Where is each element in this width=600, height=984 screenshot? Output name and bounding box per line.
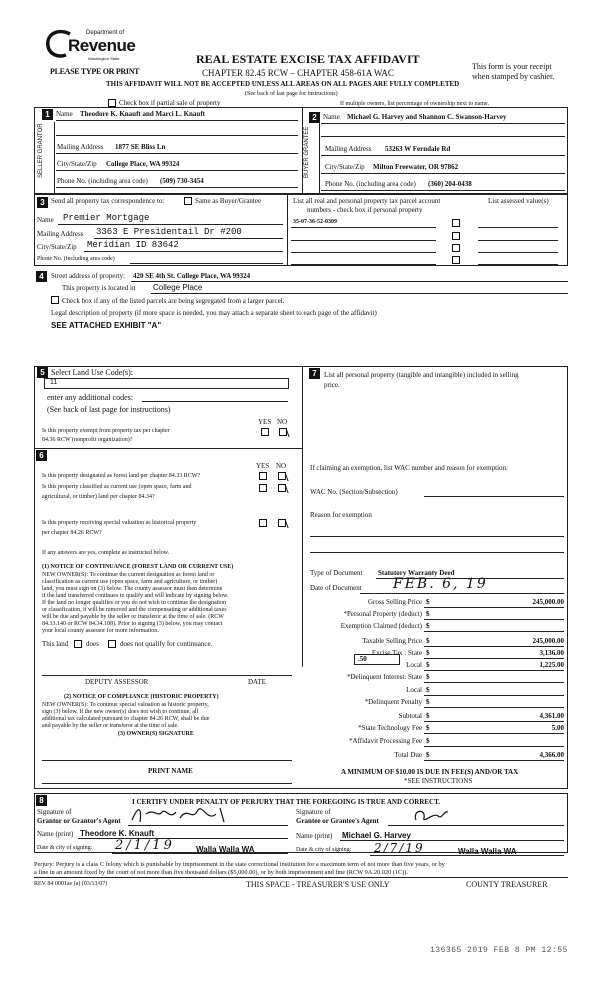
tax-row-currency: $	[426, 622, 430, 630]
notice-1-line: or classification, it will be removed and the compensating or additional taxes	[42, 607, 227, 613]
tax-row-label: Local	[406, 661, 422, 669]
land-does-checkbox[interactable]	[74, 640, 82, 648]
assessed-header: List assessed value(s)	[488, 197, 549, 205]
historic-q1: Is this property receiving special valuation as historical property	[42, 520, 197, 526]
tax-row-line	[424, 631, 564, 632]
tax-row-line	[424, 760, 564, 761]
minimum-note: A MINIMUM OF $10.00 IS DUE IN FEE(S) AND/OR TAX	[341, 768, 519, 776]
grantor-date[interactable]: 2/1/19	[115, 838, 175, 853]
grantor-city[interactable]: Walla Walla WA	[196, 845, 255, 854]
perjury-2: a fine in an amount fixed by the court of not more than five thousand dollars ($5,000.00), or by both imprisonment and fine (RCW 9A.20.020 (1C)).	[34, 869, 408, 876]
segregated-checkbox[interactable]	[51, 296, 59, 304]
exempt-no-checkbox[interactable]	[279, 428, 287, 436]
doctype[interactable]: Statutory Warranty Deed	[378, 569, 455, 577]
land-does-not-checkbox[interactable]	[108, 640, 116, 648]
perjury-1: Perjury: Perjury is a class C felony which is punishable by imprisonment in the state correctional institution for a maximum term of not more than five years, or by	[34, 861, 445, 868]
grantee-date[interactable]: 2/7/19	[374, 841, 425, 855]
tax-row-line	[424, 695, 564, 696]
notice-1-line: land, you must sign on (3) below. The county assessor must then determine	[42, 586, 223, 592]
tax-row-label: *State Technology Fee	[358, 724, 422, 732]
parcel-number[interactable]: 35-07-36-52-0309	[293, 219, 337, 225]
tax-row-value[interactable]: 1,225.00	[539, 661, 564, 669]
this-land-label: This land	[42, 640, 69, 648]
tax-row-currency: $	[426, 649, 430, 657]
location[interactable]: College Place	[153, 283, 203, 292]
tax-row-currency: $	[426, 637, 430, 645]
notice-1-line: your local county assessor for more information.	[42, 628, 159, 634]
buyer-mail-label: Mailing Address	[325, 145, 372, 153]
seller-phone[interactable]: (509) 730-3454	[160, 177, 204, 185]
tax-row-label: Gross Selling Price	[367, 598, 422, 606]
partial-sale-label: Check box if partial sale of property	[119, 99, 221, 107]
grantee-sig-label-2: Grantee or Grantee's Agent	[296, 817, 379, 825]
local-rate: .50	[358, 655, 367, 663]
grantee-signature[interactable]	[410, 806, 450, 826]
seller-city[interactable]: College Place, WA 99324	[106, 160, 180, 168]
seller-label: SELLER GRANTOR	[38, 123, 44, 178]
street-label: Street address of property:	[51, 272, 126, 280]
parcel-1-checkbox[interactable]	[452, 219, 460, 227]
section-6-badge: 6	[36, 450, 47, 461]
tax-row-label: *Personal Property (deduct)	[343, 610, 422, 618]
same-as-buyer-label: Same as Buyer/Grantee	[195, 197, 262, 205]
county-treasurer: COUNTY TREASURER	[466, 880, 548, 889]
tax-row-currency: $	[426, 661, 430, 669]
tax-row-currency: $	[426, 598, 430, 606]
current-use-q2: agricultural, or timber) land per chapter 84.34?	[42, 494, 155, 500]
tax-row-label: Total Due	[394, 751, 422, 759]
tax-row-currency: $	[426, 610, 430, 618]
seller-name[interactable]: Theodore K. Knauft and Marci L. Knauft	[80, 110, 205, 118]
tax-row-currency: $	[426, 673, 430, 681]
tax-row-label: *Affidavit Processing Fee	[349, 737, 422, 745]
grantee-name-label: Name (print)	[296, 832, 333, 840]
notice-3-title: (3) OWNER(S) SIGNATURE	[118, 731, 194, 737]
tax-row-label: *Delinquent Interest: State	[346, 673, 422, 681]
s3-mail-label: Mailing Address	[37, 230, 84, 238]
section-3-badge: 3	[37, 197, 48, 208]
notice-1-title: (1) NOTICE OF CONTINUANCE (FOREST LAND OR CURRENT USE)	[42, 564, 234, 570]
tax-row-value[interactable]: 245,000.00	[532, 598, 564, 606]
answer-note: If any answers are yes, complete as instructed below.	[42, 550, 170, 556]
tax-row-label: Subtotal	[398, 712, 422, 720]
wac-label: WAC No. (Section/Subsection)	[310, 488, 398, 496]
tax-row-label: Local	[406, 686, 422, 694]
legal-label: Legal description of property (if more space is needed, you may attach a separate sheet to each page of the affidavit)	[51, 309, 377, 317]
grantor-sig-label-2: Grantor or Grantor's Agent	[37, 817, 121, 825]
parcel-4-checkbox[interactable]	[452, 256, 460, 264]
buyer-phone-label: Phone No. (including area code)	[325, 180, 416, 188]
exempt-q2: 84.36 RCW (nonprofit organization)?	[42, 437, 133, 443]
notice-2-line: NEW OWNER(S): To continue special valuation as historic property,	[42, 702, 209, 708]
s3-city-label: City/State/Zip	[37, 243, 77, 251]
tax-row-line	[424, 746, 564, 747]
buyer-label: BUYER GRANTEE	[304, 126, 310, 178]
parcel-header-1: List all real and personal property tax parcel account	[293, 197, 441, 205]
tax-row-line	[424, 646, 564, 647]
historic-yes-checkbox[interactable]	[259, 519, 267, 527]
tax-row-line	[424, 670, 564, 671]
tax-row-value[interactable]: 4,366.00	[539, 751, 564, 759]
form-revision: REV 84 0001ae (a) (03/13/07)	[34, 881, 108, 887]
personal-property-2: price.	[324, 381, 340, 389]
grantee-name[interactable]: Michael G. Harvey	[342, 831, 411, 840]
certify: I CERTIFY UNDER PENALTY OF PERJURY THAT THE FOREGOING IS TRUE AND CORRECT.	[132, 798, 441, 806]
notice-1-line: If the land no longer qualifies or you do not wish to continue the designation	[42, 600, 226, 606]
seller-name-label: Name	[56, 110, 73, 118]
send-label: Send all property tax correspondence to:	[51, 197, 165, 205]
receipt-1: This form is your receipt	[472, 62, 552, 71]
historic-q2: per chapter 84.26 RCW?	[42, 530, 102, 536]
logo-state: Washington State	[88, 56, 120, 61]
notice-2-title: (2) NOTICE OF COMPLIANCE (HISTORIC PROPERTY)	[64, 694, 219, 700]
section-2-badge: 2	[309, 112, 320, 123]
exempt-yes-checkbox[interactable]	[261, 428, 269, 436]
print-name: PRINT NAME	[148, 767, 193, 775]
parcel-header-2: numbers - check box if personal property	[307, 206, 423, 214]
tax-row-currency: $	[426, 751, 430, 759]
forest-yes-checkbox[interactable]	[259, 472, 267, 480]
forest-no-checkbox[interactable]	[278, 472, 286, 480]
partial-sale-checkbox[interactable]	[108, 99, 116, 107]
current-use-no-checkbox[interactable]	[278, 484, 286, 492]
please-type: PLEASE TYPE OR PRINT	[50, 67, 140, 76]
s5-no: NO	[277, 418, 288, 426]
personal-property-1: List all personal property (tangible and intangible) included in selling	[324, 371, 519, 379]
parcel-2-checkbox[interactable]	[452, 232, 460, 240]
exhibit[interactable]: SEE ATTACHED EXHIBIT "A"	[51, 321, 162, 330]
s6-no: NO	[276, 462, 287, 470]
s5-yes: YES	[258, 418, 272, 426]
tax-row-line	[424, 607, 564, 608]
multiple-owners: If multiple owners, list percentage of ownership next to name.	[340, 101, 490, 107]
grantor-name[interactable]: Theodore K. Knauft	[80, 829, 155, 838]
section-1-badge: 1	[42, 109, 53, 120]
grantee-city[interactable]: Walla Walla WA	[458, 847, 517, 856]
tax-row-label: Exemption Claimed (deduct)	[340, 622, 422, 630]
current-use-q1: Is this property classified as current use (open space, farm and	[42, 484, 192, 490]
land-use-code: 11	[50, 379, 58, 386]
tax-row-value[interactable]: 5.00	[551, 724, 564, 732]
tax-row-line	[424, 733, 564, 734]
tax-row-value[interactable]: 4,361.00	[539, 712, 564, 720]
s3-city[interactable]: Meridian ID 83642	[87, 240, 179, 250]
does-not-label: does not qualify for continuance.	[120, 640, 213, 648]
tax-row-currency: $	[426, 737, 430, 745]
tax-row-label: Taxable Selling Price	[362, 637, 422, 645]
buyer-city[interactable]: Milton Freewater, OR 97862	[373, 163, 459, 171]
does-label: does	[86, 640, 99, 648]
notice-2-line: and payable by the seller or transferor at the time of sale.	[42, 723, 179, 729]
doctype-label: Type of Document	[310, 569, 363, 577]
notice-1-line: NEW OWNER(S): To continue the current designation as forest land or	[42, 572, 215, 578]
tax-row-line	[424, 619, 564, 620]
buyer-city-label: City/State/Zip	[325, 163, 365, 171]
logo-dept: Department of	[86, 30, 125, 36]
seller-mail-label: Mailing Address	[57, 143, 104, 151]
grantor-date-label: Date & city of signing:	[37, 845, 93, 851]
notice-1-line: will be due and payable by the seller or transferor at the time of sale. (RCW	[42, 614, 224, 620]
docdate-label: Date of Document	[310, 584, 362, 592]
tax-row-value[interactable]: 3,136.00	[539, 649, 564, 657]
reason-label: Reason for exemption	[310, 511, 372, 519]
grantor-signature[interactable]	[128, 804, 238, 826]
current-use-yes-checkbox[interactable]	[259, 484, 267, 492]
same-as-buyer-checkbox[interactable]	[184, 197, 192, 205]
deputy-date: DATE	[248, 678, 266, 686]
notice-2-line: additional tax calculated pursuant to chapter 84.26 RCW, shall be due	[42, 716, 210, 722]
land-use-input[interactable]	[44, 378, 289, 389]
tax-row-line	[424, 658, 564, 659]
s3-mail[interactable]: 3363 E Presidentail Dr #200	[96, 227, 242, 237]
seller-phone-label: Phone No. (including area code)	[57, 177, 148, 185]
see-instructions: *SEE INSTRUCTIONS	[404, 777, 473, 785]
tax-row-currency: $	[426, 712, 430, 720]
section-7-badge: 7	[309, 368, 320, 379]
buyer-name[interactable]: Michael G. Harvey and Shannon C. Swanson-Harvey	[347, 113, 507, 121]
section-4-badge: 4	[36, 271, 47, 282]
docdate[interactable]: FEB. 6, 19	[393, 576, 488, 592]
see-back-5: (See back of last page for instructions)	[47, 405, 171, 414]
location-label: This property is located in	[62, 284, 136, 292]
logo-name: Revenue	[68, 36, 136, 55]
form-title: REAL ESTATE EXCISE TAX AFFIDAVIT	[196, 52, 420, 66]
grantor-sig-label-1: Signature of	[37, 808, 72, 816]
street-address[interactable]: 420 SE 4th St. College Place, WA 99324	[133, 272, 251, 280]
additional-codes-label: enter any additional codes:	[47, 393, 133, 402]
seller-city-label: City/State/Zip	[57, 160, 97, 168]
tax-row-line	[424, 721, 564, 722]
notice-1-line: if the land transferred continues to qualify and will indicate by signing below.	[42, 593, 229, 599]
tax-row-label: Excise Tax : State	[371, 649, 422, 657]
section-5-badge: 5	[37, 367, 48, 378]
receipt-stamp: 136365 2019 FEB 8 PM 12:55	[430, 946, 568, 955]
grantee-date-label: Date & city of signing:	[296, 847, 352, 853]
notice-1-line: classification as current use (open space, farm and agriculture, or timber)	[42, 579, 218, 585]
grantor-name-label: Name (print)	[37, 830, 74, 838]
tax-row-currency: $	[426, 724, 430, 732]
tax-row-line	[424, 682, 564, 683]
historic-no-checkbox[interactable]	[278, 519, 286, 527]
notice: THIS AFFIDAVIT WILL NOT BE ACCEPTED UNLESS ALL AREAS ON ALL PAGES ARE FULLY COMPLETED	[106, 80, 460, 88]
exempt-q1: Is this property exempt from property tax per chapter	[42, 428, 170, 434]
deputy-assessor: DEPUTY ASSESSOR	[85, 678, 149, 686]
revenue-logo	[44, 28, 134, 64]
buyer-phone[interactable]: (360) 204-0438	[428, 180, 472, 188]
tax-row-currency: $	[426, 686, 430, 694]
notice-2-line: sign (3) below. If the new owner(s) does not wish to continue, all	[42, 709, 199, 715]
claim-label: If claiming an exemption, list WAC number and reason for exemption:	[310, 464, 508, 472]
section-8-badge: 8	[36, 795, 47, 806]
grantee-sig-label-1: Signature of	[296, 808, 331, 816]
buyer-name-label: Name	[323, 113, 340, 121]
s3-name[interactable]: Premier Mortgage	[63, 213, 150, 223]
tax-row-currency: $	[426, 698, 430, 706]
land-use-label: Select Land Use Code(s):	[51, 368, 133, 377]
receipt-2: when stamped by cashier.	[472, 72, 555, 81]
parcel-3-checkbox[interactable]	[452, 244, 460, 252]
notice-1-line: 84.33.140 or RCW 84.34.108). Prior to signing (3) below, you may contact	[42, 621, 223, 627]
tax-row-line	[424, 707, 564, 708]
buyer-mail[interactable]: 53263 W Ferndale Rd	[385, 145, 451, 153]
tax-row-label: *Delinquent Penalty	[364, 698, 422, 706]
s6-yes: YES	[256, 462, 270, 470]
forest-q: Is this property designated as forest land per chapter 84.33 RCW?	[42, 473, 201, 479]
s3-name-label: Name	[37, 216, 54, 224]
segregated-label: Check box if any of the listed parcels are being segregated from a larger parcel.	[62, 297, 285, 305]
tax-row-value[interactable]: 245,000.00	[532, 637, 564, 645]
s3-phone-label: Phone No. (including area code)	[37, 256, 115, 262]
seller-mail[interactable]: 1877 SE Bliss Ln	[115, 143, 166, 151]
see-back: (See back of last page for instructions)	[245, 91, 338, 97]
treasurer-space: THIS SPACE - TREASURER'S USE ONLY	[246, 880, 390, 889]
chapter: CHAPTER 82.45 RCW – CHAPTER 458-61A WAC	[202, 68, 394, 78]
